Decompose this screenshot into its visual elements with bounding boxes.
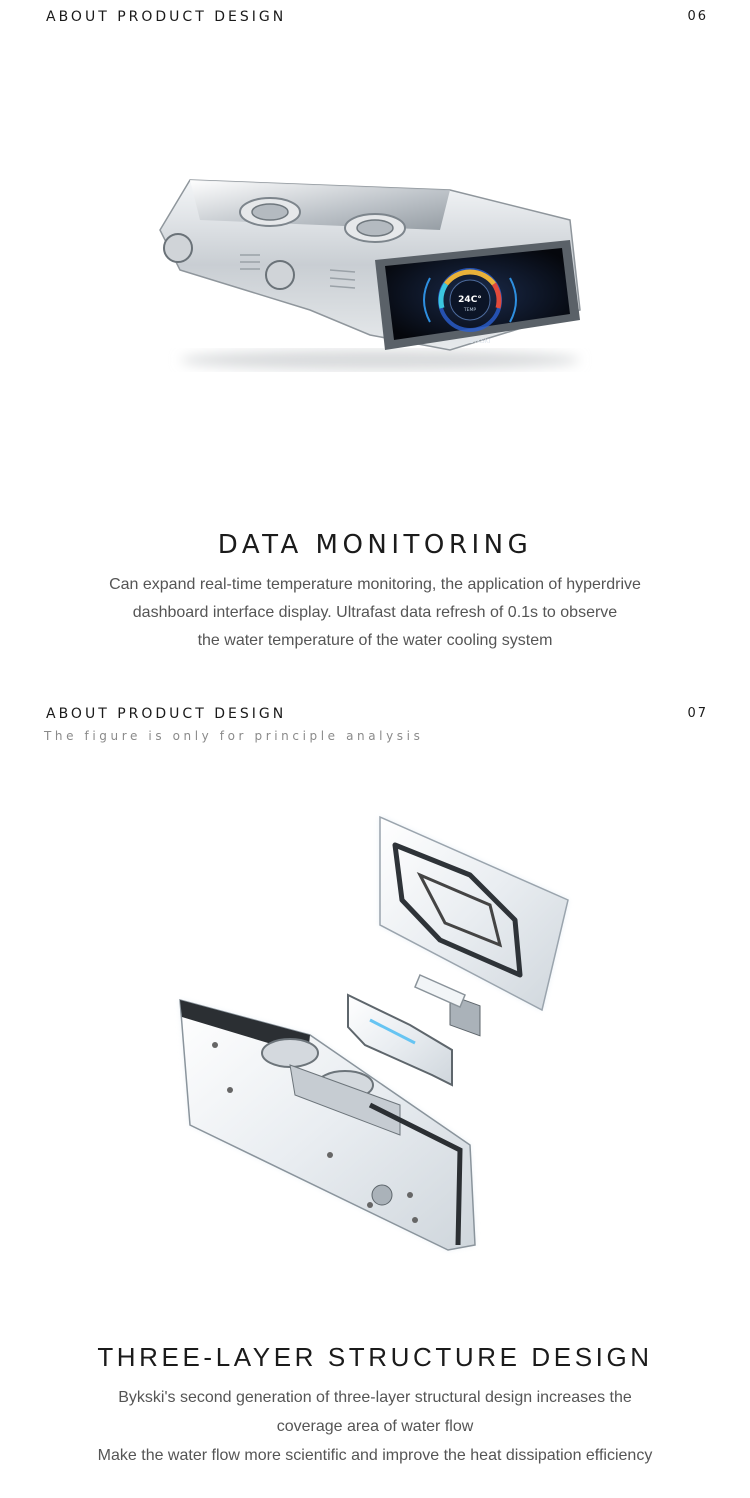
- screen-temp: 24C°: [458, 295, 482, 305]
- section2-line-1: Bykski's second generation of three-layer structural design increases the: [118, 1389, 632, 1406]
- screen-temp-label: TEMP: [463, 308, 477, 313]
- screen-brand: BYKSKI: [469, 338, 491, 345]
- reservoir-display-image: [150, 160, 600, 380]
- section1-line-1: Can expand real-time temperature monitoring, the application of hyperdrive: [109, 576, 641, 593]
- section-number: 06: [687, 9, 708, 24]
- section2-line-2: coverage area of water flow: [276, 1418, 474, 1435]
- section1-line-3: the water temperature of the water cooling system: [197, 632, 553, 649]
- three-layer-exploded-image: [170, 805, 590, 1275]
- heading-three-layer: THREE-LAYER STRUCTURE DESIGN: [97, 1342, 653, 1372]
- section-label: ABOUT PRODUCT DESIGN: [46, 706, 287, 722]
- heading-data-monitoring: DATA MONITORING: [217, 530, 533, 560]
- section1-line-2: dashboard interface display. Ultrafast data refresh of 0.1s to observe: [132, 604, 618, 621]
- section2-line-3: Make the water flow more scientific and improve the heat dissipation efficiency: [97, 1447, 653, 1464]
- section-subtitle: The figure is only for principle analysis: [44, 729, 424, 743]
- section-number: 07: [687, 706, 708, 721]
- section-label: ABOUT PRODUCT DESIGN: [46, 9, 287, 25]
